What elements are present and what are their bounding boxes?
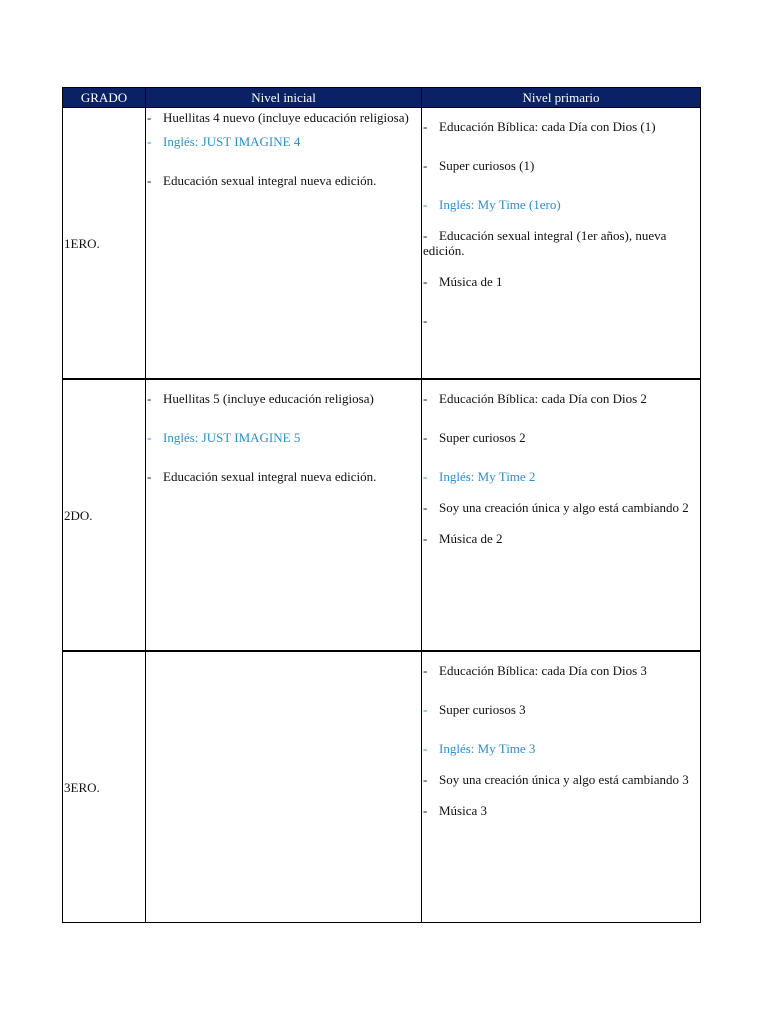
nivel-primario-cell (422, 651, 701, 923)
dash-bullet: - (423, 663, 428, 678)
item-text: Super curiosos 2 (439, 430, 526, 445)
item-text: Música 3 (439, 803, 488, 818)
item-text: Educación sexual integral nueva edición. (163, 173, 377, 188)
dash-bullet: - (423, 772, 428, 787)
item-text: Educación sexual integral nueva edición. (163, 469, 377, 484)
dash-bullet: - (423, 313, 428, 328)
list-item (423, 772, 699, 787)
list-item (423, 197, 699, 212)
dash-bullet: - (147, 110, 152, 125)
dash-bullet: - (423, 197, 428, 212)
item-text: Huellitas 5 (incluye educación religiosa) (163, 391, 374, 406)
list-item (423, 158, 699, 173)
table-header-row (63, 88, 701, 108)
list-item (147, 391, 420, 406)
list-item (423, 228, 699, 258)
item-text: Super curiosos 3 (439, 702, 526, 717)
list-item (423, 663, 699, 678)
list-item (423, 803, 699, 818)
list-item (423, 741, 699, 756)
list-item (423, 500, 699, 515)
dash-bullet: - (423, 702, 428, 717)
header-grado: GRADO (63, 88, 146, 108)
list-item (423, 391, 699, 406)
nivel-inicial-cell (146, 651, 422, 923)
dash-bullet: - (423, 119, 428, 134)
table-row-1ero (63, 108, 701, 380)
grado-label: 3ERO. (64, 779, 100, 795)
item-text: Inglés: My Time (1ero) (439, 197, 561, 212)
list-item (147, 469, 420, 484)
item-text: Inglés: JUST IMAGINE 5 (163, 430, 301, 445)
list-item (423, 430, 699, 445)
item-text: Inglés: JUST IMAGINE 4 (163, 134, 301, 149)
item-text: Música de 2 (439, 531, 503, 546)
dash-bullet: - (423, 391, 428, 406)
nivel-inicial-cell (146, 379, 422, 651)
grado-cell (63, 651, 146, 923)
item-text: Soy una creación única y algo está cambiando 2 (439, 500, 689, 515)
grado-cell (63, 379, 146, 651)
grado-cell (63, 108, 146, 380)
curriculum-table (62, 87, 701, 923)
item-text: Educación Bíblica: cada Día con Dios 2 (439, 391, 647, 406)
list-item (147, 173, 420, 188)
dash-bullet: - (147, 391, 152, 406)
dash-bullet: - (147, 469, 152, 484)
item-text: Música de 1 (439, 274, 503, 289)
table-row-2do (63, 379, 701, 651)
header-nivel-primario: Nivel primario (422, 88, 701, 108)
dash-bullet: - (423, 158, 428, 173)
list-item (423, 274, 699, 289)
list-item (147, 110, 420, 125)
grado-label: 1ERO. (64, 235, 100, 251)
list-item (423, 313, 699, 328)
dash-bullet: - (423, 500, 428, 515)
item-text: Educación Bíblica: cada Día con Dios 3 (439, 663, 647, 678)
dash-bullet: - (423, 274, 428, 289)
dash-bullet: - (423, 803, 428, 818)
item-text: Educación Bíblica: cada Día con Dios (1) (439, 119, 656, 134)
header-nivel-inicial: Nivel inicial (146, 88, 422, 108)
list-item (423, 531, 699, 546)
grado-label: 2DO. (64, 507, 93, 523)
dash-bullet: - (423, 469, 428, 484)
dash-bullet: - (423, 531, 428, 546)
item-text: Huellitas 4 nuevo (incluye educación religiosa) (163, 110, 409, 125)
dash-bullet: - (147, 430, 152, 445)
item-text: Super curiosos (1) (439, 158, 535, 173)
dash-bullet: - (423, 430, 428, 445)
nivel-primario-cell (422, 379, 701, 651)
dash-bullet: - (423, 741, 428, 756)
list-item (147, 134, 420, 149)
list-item (423, 469, 699, 484)
item-text: Soy una creación única y algo está cambiando 3 (439, 772, 689, 787)
nivel-primario-cell (422, 108, 701, 380)
list-item (423, 702, 699, 717)
table-row-3ero (63, 651, 701, 923)
nivel-inicial-cell (146, 108, 422, 380)
list-item (147, 430, 420, 445)
item-text: Inglés: My Time 3 (439, 741, 536, 756)
item-text: Inglés: My Time 2 (439, 469, 536, 484)
dash-bullet: - (423, 228, 428, 243)
dash-bullet: - (147, 173, 152, 188)
list-item (423, 119, 699, 134)
item-text: Educación sexual integral (1er años), nueva edición. (423, 228, 667, 258)
dash-bullet: - (147, 134, 152, 149)
